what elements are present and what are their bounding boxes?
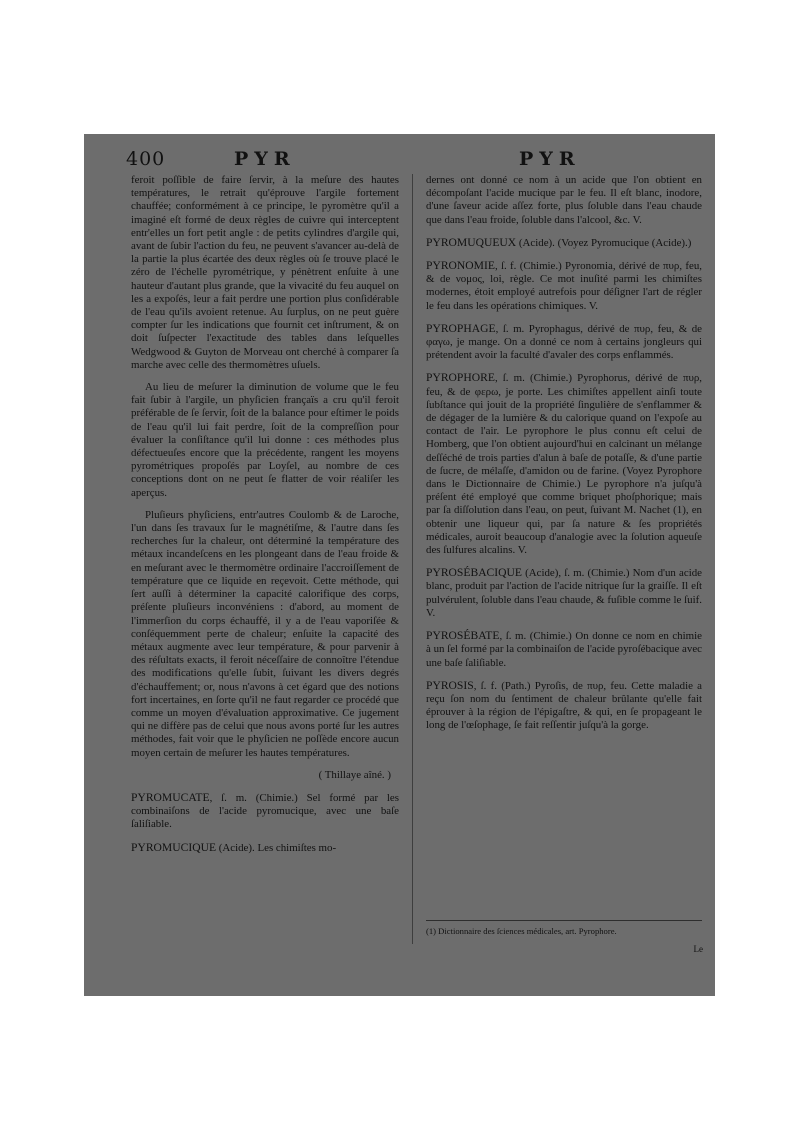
entry-headword: PYROSÉBACIQUE xyxy=(426,566,522,580)
entry-text: , ſ. m. (Chimie.) Sel formé par les combinaiſons de l'acide pyromucique, avec une baſe ſaliſiable. xyxy=(131,791,399,831)
dictionary-entry xyxy=(426,566,702,620)
paragraph: dernes ont donné ce nom à un acide que l'on obtient en décompoſant l'acide mucique par le feu. Il eſt blanc, inodore, d'une ſaveur acide aſſez forte, plus ſoluble dans l'eau chaude que dans l'eau froide, ſoluble dans l'alcool, &c. V. xyxy=(426,174,702,226)
entry-text: (Acide), ſ. m. (Chimie.) Nom d'un acide blanc, produit par l'action de l'acide nitrique ſur la graiſſe. Il eſt pulvérulent, ſoluble dans l'eau chaude, & fuſible comme le ſuif. V. xyxy=(426,567,702,619)
dictionary-entry xyxy=(426,259,702,313)
dictionary-entry xyxy=(426,679,702,733)
entry-text: , ſ. m. (Chimie.) Pyrophorus, dérivé de πυρ, feu, & de φερω, je porte. Les chimiſtes appellent ainſi toute ſubſtance qui jouit de la propriété ſingulière de s'enflammer & de dégager de la lumière & du calorique quand on l'expoſe au contact de l'air. Le pyrophore le plus connu eſt celui de Homberg, que l'on obtient aujourd'hui en calcinant un mélange deſſéché de trois parties d'alun à baſe de potaſſe, & d'une partie de ſucre, de mélaſſe, d'amidon ou de farine. (Voyez Pyrophore dans le Dictionnaire de Chimie.) Le pyrophore n'a juſqu'à préſent été employé que comme briquet phoſphorique; mais par ſa diſſolution dans l'eau, on peut, ſuivant M. Nachet (1), en obtenir une liqueur qui, par ſa nature & ſes propriétés médicales, auroit beaucoup d'analogie avec la ſolution aqueuſe des ſulfures alcalins. V. xyxy=(426,372,702,557)
dictionary-entry xyxy=(426,629,702,670)
entry-headword: PYROMUCATE xyxy=(131,790,210,804)
footnote: (1) Dictionnaire des ſciences médicales, art. Pyrophore. xyxy=(426,926,617,936)
entry-headword: PYROPHORE xyxy=(426,371,495,385)
catchword: Le xyxy=(693,944,703,954)
entry-text: , ſ. m. Pyrophagus, dérivé de πυρ, feu, & de φαγω, je mange. On a donné ce nom à certains jongleurs qui prétendent avoir la faculté d'avaler des corps enflammés. xyxy=(426,322,702,362)
column-divider xyxy=(412,174,413,944)
entry-headword: PYROSIS xyxy=(426,678,474,692)
entry-text: (Acide). Les chimiſtes mo- xyxy=(216,841,337,854)
entry-headword: PYROSÉBATE xyxy=(426,629,500,643)
paragraph: Au lieu de meſurer la diminution de volume que le feu fait ſubir à l'argile, un phyſicien françaïs a cru qu'il feroit préférable de ſe ſervir, ſoit de la balance pour eſtimer le poids de l'eau qu'il lui fait perdre, ſoit de la compreſſion pour évaluer la conſiſtance qu'il lui donne : ces méthodes plus défectueuſes encore que la précédente, rangent les moyens pyrométriques propoſés par Loyſel, au nombre de ces conceptions dont on ne peut ſe flatter de voir réaliſer les aperçus. xyxy=(131,381,399,499)
dictionary-entry xyxy=(131,841,399,855)
left-column xyxy=(131,174,399,864)
entry-text: , ſ. m. (Chimie.) On donne ce nom en chimie à un ſel formé par la combinaiſon de l'acide pyroſébacique avec une baſe ſaliſiable. xyxy=(426,630,702,669)
entry-text: , ſ. f. (Path.) Pyroſis, de πυρ, feu. Cette maladie a reçu ſon nom du ſentiment de chaleur brûlante qu'elle fait éprouver à la région de l'épigaſtre, & qui, en ſe propageant le long de l'œſophage, ſe fait reſſentir juſqu'à la gorge. xyxy=(426,679,702,732)
dictionary-entry xyxy=(426,371,702,557)
page-number: 400 xyxy=(126,148,166,170)
footnote-rule xyxy=(426,920,702,921)
entry-headword: PYRONOMIE xyxy=(426,259,495,273)
running-header xyxy=(84,142,715,168)
entry-text: (Acide). (Voyez Pyromucique (Acide).) xyxy=(516,236,692,249)
paragraph: feroit poſſible de faire ſervir, à la meſure des hautes températures, le retrait qu'éprouve l'argile fortement chauffée; conformément à ce principe, le pyromètre qu'il a imaginé eſt formé de deux règles de cuivre qui interceptent entr'elles un fort petit angle : de petits cylindres d'argile qui, avant de ſubir l'action du feu, ne peuvent s'avancer au-delà de la partie la plus écartée des deux règles où ſe trouve placé le zéro de l'échelle pyrométrique, y pénètrent enſuite à une hauteur d'autant plus grande, que la vivacité du feu auquel on les a expoſés, leur a fait perdre une portion plus conſidérable de l'eau qu'ils avoient retenue. Au ſurplus, on ne peut guère compter ſur les indications que fournit cet inſtrument, & on doit ſuſpecter l'exactitude des tables dans leſquelles Wedgwood & Guyton de Morveau ont cherché à comparer ſa marche avec celle des thermomètres uſuels. xyxy=(131,174,399,371)
dictionary-entry xyxy=(426,236,702,250)
dictionary-entry xyxy=(426,322,702,363)
entry-headword: PYROPHAGE xyxy=(426,321,496,335)
book-page xyxy=(84,134,715,996)
paragraph: Pluſieurs phyſiciens, entr'autres Coulomb & de Laroche, l'un dans ſes travaux ſur le magnétiſme, & l'autre dans ſes recherches ſur la chaleur, ont déterminé la température des métaux incandeſcens en les plongeant dans de l'eau froide & en meſurant avec le thermomètre ordinaire l'accroiſſement de température que ce liquide en reçevoit. Cette méthode, qui ſert auſſi à déterminer la capacité calorifique des corps, préſente pluſieurs inconvéniens : d'abord, au moment de l'immerſion du corps échauffé, il y a de l'eau vaporiſée & conſéquemment perte de chaleur; enſuite la capacité des métaux augmente avec leur température, & pour parvenir à des réſultats exacts, il feroit néceſſaire de connoître l'étendue des modifications qu'elle ſubit, ſuivant les divers degrés d'échauffement; or, nous n'avons à cet égard que des notions fort incertaines, en ſorte qu'il ne faut regarder ce procédé que comme un moyen d'évaluation approximative. Ce jugement qui ne diffère pas de celui que nous avons porté ſur les autres méthodes, fait voir que le phyſicien ne poſſède encore aucun moyen certain de meſurer les hautes températures. xyxy=(131,508,399,759)
entry-headword: PYROMUCIQUE xyxy=(131,840,217,854)
author-signature: ( Thillaye aîné. ) xyxy=(318,768,391,781)
running-title-right: PYR xyxy=(519,148,581,170)
entry-text: , ſ. f. (Chimie.) Pyronomia, dérivé de πυρ, feu, & de νομος, loi, règle. Ce mot inuſité parmi les chimiſtes modernes, étoit employé autrefois pour déſigner l'art de régler le feu dans les opérations chimiques. V. xyxy=(426,260,702,312)
running-title-left: PYR xyxy=(234,148,296,170)
entry-headword: PYROMUQUEUX xyxy=(426,235,517,249)
dictionary-entry xyxy=(131,791,399,832)
right-column xyxy=(426,174,702,742)
